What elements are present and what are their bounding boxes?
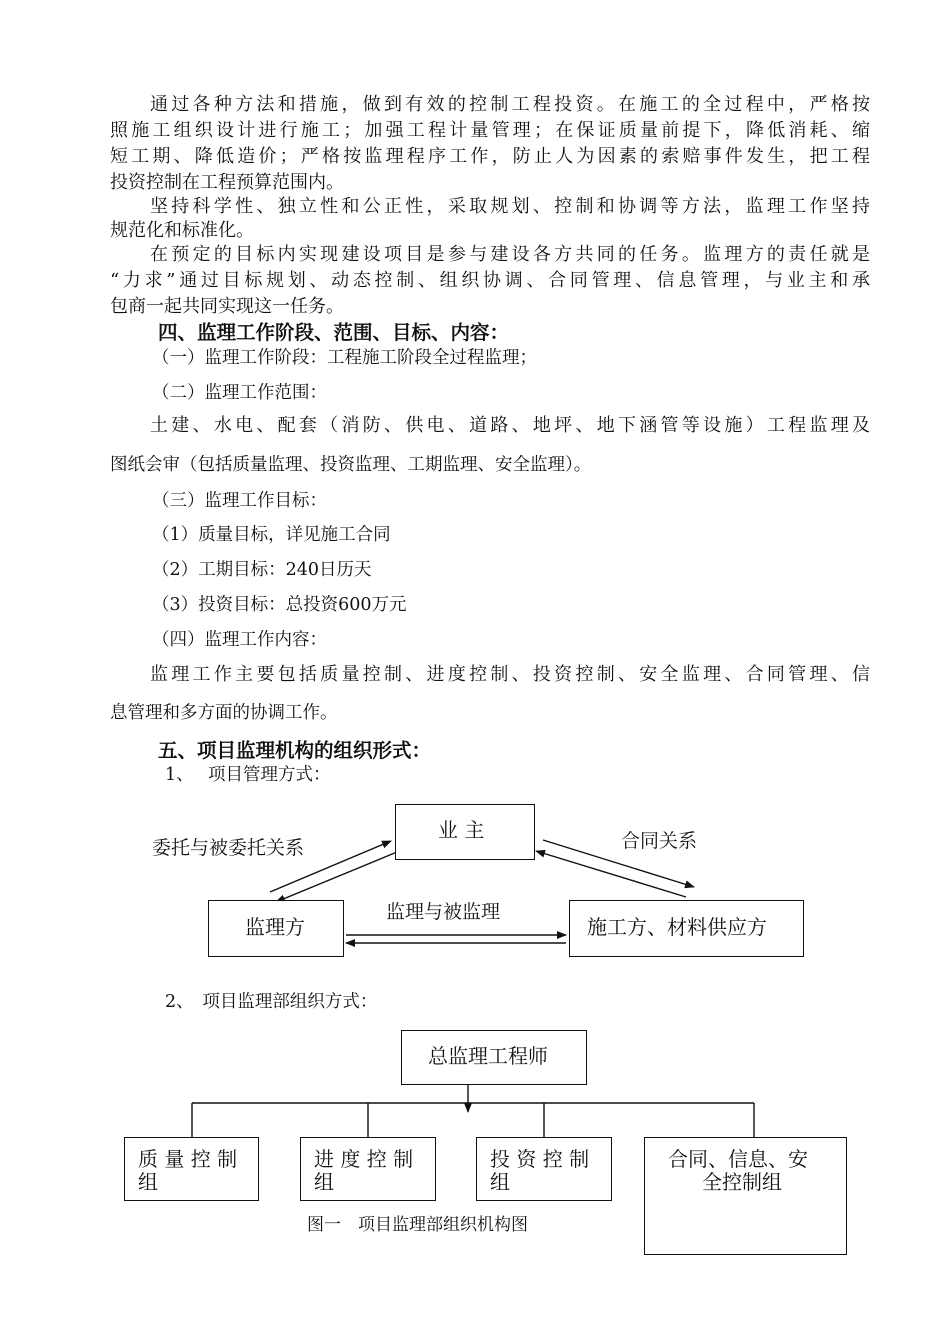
- para3-line1: 在预定的目标内实现建设项目是参与建设各方共同的任务。监理方的责任就是: [150, 244, 870, 265]
- owner-label: 业 主: [438, 818, 485, 842]
- goal-investment: （3）投资目标：总投资600万元: [152, 595, 407, 615]
- figure-caption: 图一 项目监理部组织机构图: [307, 1215, 528, 1235]
- para1-line2: 照施工组织设计进行施工；加强工程计量管理；在保证质量前提下，降低消耗、缩: [110, 120, 870, 141]
- scope-title: （二）监理工作范围：: [152, 383, 327, 403]
- relation-entrust: 委托与被委托关系: [152, 837, 305, 859]
- para3-line2: “力求”通过目标规划、动态控制、组织协调、合同管理、信息管理，与业主和承: [110, 270, 870, 291]
- work-stage: （一）监理工作阶段：工程施工阶段全过程监理；: [152, 348, 537, 368]
- para1-line1: 通过各种方法和措施，做到有效的控制工程投资。在施工的全过程中，严格按: [150, 94, 870, 115]
- investment-group-line2: 组: [490, 1170, 510, 1194]
- arrow-contractor-to-owner: [536, 851, 686, 897]
- para2-line2: 规范化和标准化。: [110, 220, 254, 241]
- scope-line2: 图纸会审（包括质量监理、投资监理、工期监理、安全监理）。: [110, 455, 592, 475]
- para1-line4: 投资控制在工程预算范围内。: [110, 172, 344, 193]
- goal-quality: （1）质量目标，详见施工合同: [152, 525, 391, 545]
- relation-supervision: 监理与被监理: [386, 901, 501, 923]
- para2-line1: 坚持科学性、独立性和公正性，采取规划、控制和协调等方法，监理工作坚持: [150, 196, 870, 217]
- content-title: （四）监理工作内容：: [152, 630, 327, 650]
- goal-schedule: （2）工期目标：240日历天: [152, 560, 372, 580]
- para1-line3: 短工期、降低造价；严格按监理程序工作，防止人为因素的索赔事件发生，把工程: [110, 146, 870, 167]
- schedule-group-line1: 进 度 控 制: [314, 1147, 414, 1171]
- investment-group-line1: 投 资 控 制: [490, 1147, 590, 1171]
- quality-group-line1: 质 量 控 制: [138, 1147, 238, 1171]
- goal-title: （三）监理工作目标：: [152, 491, 327, 511]
- section4-heading: 四、监理工作阶段、范围、目标、内容：: [158, 321, 510, 344]
- item2-org-mode: 2、 项目监理部组织方式：: [165, 992, 378, 1012]
- chief-engineer-label: 总监理工程师: [428, 1044, 548, 1068]
- quality-group-line2: 组: [138, 1170, 158, 1194]
- scope-line1: 土建、水电、配套（消防、供电、道路、地坪、地下涵管等设施）工程监理及: [150, 415, 870, 436]
- para3-line3: 包商一起共同实现这一任务。: [110, 296, 344, 317]
- content-line2: 息管理和多方面的协调工作。: [110, 703, 338, 723]
- schedule-group-line2: 组: [314, 1170, 334, 1194]
- contract-group-line1: 合同、信息、安: [668, 1147, 808, 1171]
- supervisor-label: 监理方: [245, 915, 305, 939]
- content-line1: 监理工作主要包括质量控制、进度控制、投资控制、安全监理、合同管理、信: [150, 664, 870, 685]
- contract-group-line2: 全控制组: [702, 1170, 782, 1194]
- section5-heading: 五、项目监理机构的组织形式：: [158, 739, 432, 762]
- contractor-label: 施工方、材料供应方: [587, 915, 767, 939]
- item1-management-mode: 1、 项目管理方式：: [165, 765, 331, 785]
- relation-contract: 合同关系: [621, 830, 698, 852]
